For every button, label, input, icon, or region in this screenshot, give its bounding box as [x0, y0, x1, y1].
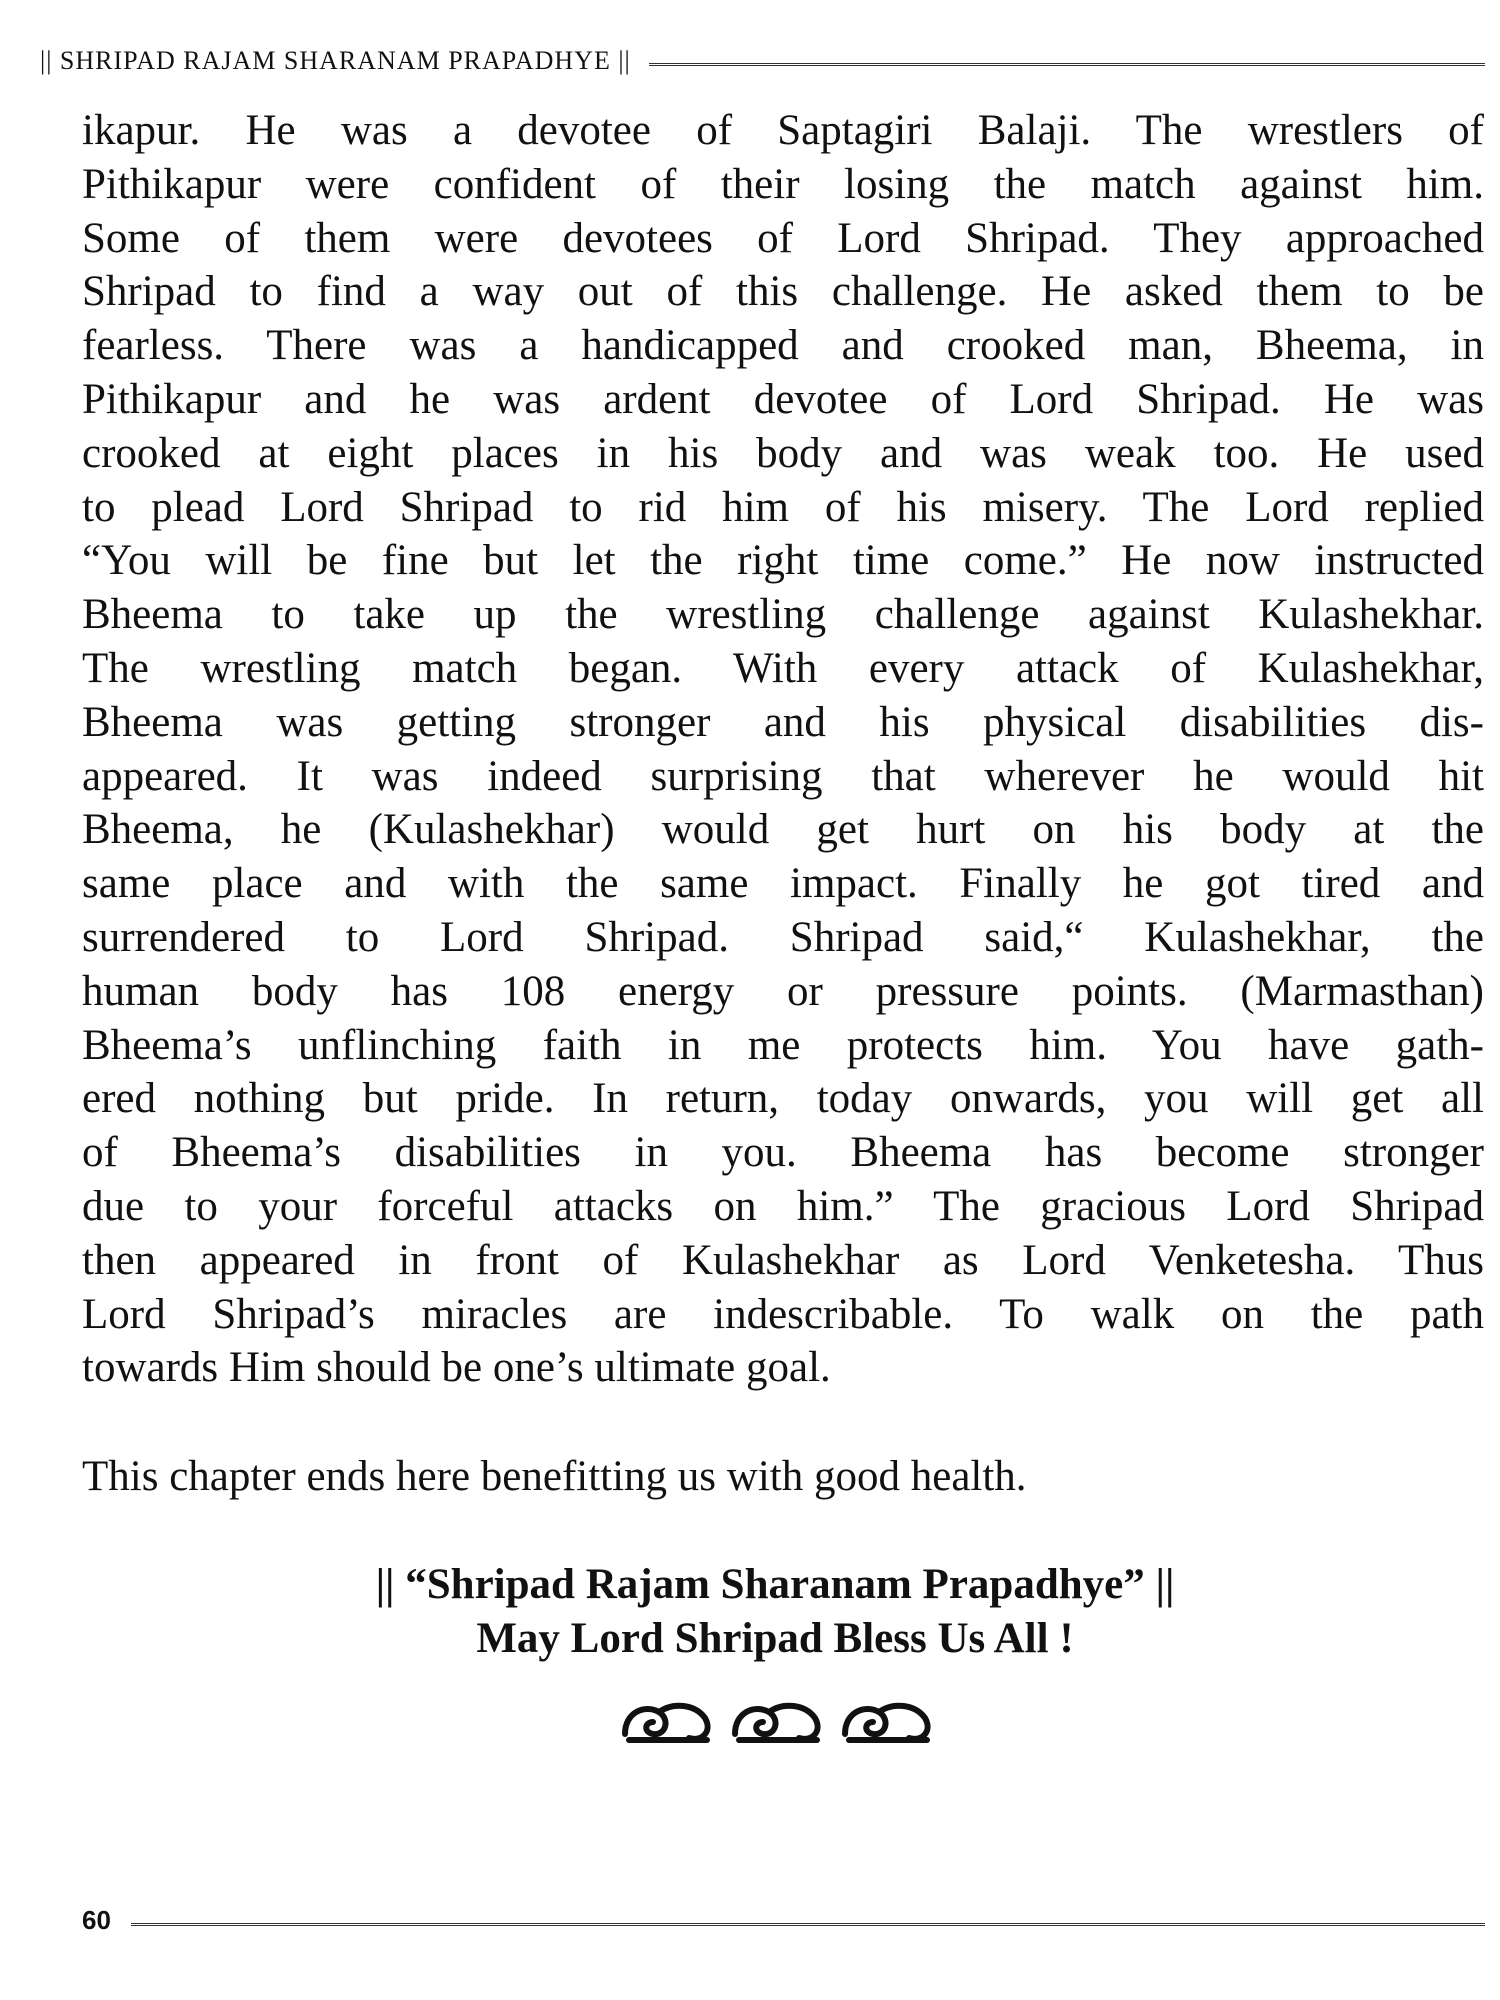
- body-line: Bheema to take up the wrestling challenge against Kulashekhar.: [82, 591, 1484, 639]
- running-title: || SHRIPAD RAJAM SHARANAM PRAPADHYE ||: [40, 46, 631, 75]
- body-line: fearless. There was a handicapped and crooked man, Bheema, in: [82, 322, 1484, 370]
- body-line: “You will be fine but let the right time come.” He now instructed: [82, 537, 1484, 585]
- body-line: Lord Shripad’s miracles are indescribable. To walk on the path: [82, 1290, 1484, 1338]
- ornamental-divider-icon: [615, 1690, 935, 1750]
- blessing-line: May Lord Shripad Bless Us All !: [476, 1615, 1074, 1662]
- body-line: of Bheema’s disabilities in you. Bheema has become stronger: [82, 1129, 1484, 1177]
- body-line: Pithikapur and he was ardent devotee of Lord Shripad. He was: [82, 375, 1484, 423]
- running-header: [40, 44, 1485, 78]
- body-paragraph: [82, 104, 1484, 1395]
- body-line: Bheema, he (Kulashekhar) would get hurt on his body at the: [82, 806, 1484, 854]
- body-line: Bheema was getting stronger and his physical disabilities dis-: [82, 698, 1484, 746]
- body-line: same place and with the same impact. Finally he got tired and: [82, 860, 1484, 908]
- body-line: appeared. It was indeed surprising that wherever he would hit: [82, 752, 1484, 800]
- body-line: towards Him should be one’s ultimate goal.: [82, 1344, 831, 1392]
- body-line: to plead Lord Shripad to rid him of his misery. The Lord replied: [82, 483, 1484, 531]
- mantra-block: [0, 1558, 1500, 1666]
- body-line: Some of them were devotees of Lord Shripad. They approached: [82, 214, 1484, 262]
- page-number: 60: [82, 1904, 111, 1935]
- body-line: human body has 108 energy or pressure points. (Marmasthan): [82, 967, 1484, 1015]
- body-line: The wrestling match began. With every attack of Kulashekhar,: [82, 644, 1484, 692]
- footer-rule: [131, 1923, 1485, 1926]
- header-rule: [649, 63, 1485, 66]
- body-line: surrendered to Lord Shripad. Shripad said,“ Kulashekhar, the: [82, 913, 1484, 961]
- page-footer: [82, 1900, 1485, 1940]
- body-line: Pithikapur were confident of their losing the match against him.: [82, 160, 1484, 208]
- closing-sentence: This chapter ends here benefitting us with good health.: [82, 1453, 1027, 1500]
- body-line: crooked at eight places in his body and was weak too. He used: [82, 429, 1484, 477]
- body-line: ikapur. He was a devotee of Saptagiri Balaji. The wrestlers of: [82, 107, 1484, 154]
- body-line: then appeared in front of Kulashekhar as Lord Venketesha. Thus: [82, 1236, 1484, 1284]
- mantra-line: || “Shripad Rajam Sharanam Prapadhye” ||: [375, 1561, 1175, 1608]
- body-line: Bheema’s unflinching faith in me protects him. You have gath-: [82, 1021, 1484, 1069]
- body-line: ered nothing but pride. In return, today onwards, you will get all: [82, 1075, 1484, 1123]
- body-line: due to your forceful attacks on him.” The gracious Lord Shripad: [82, 1182, 1484, 1230]
- body-line: Shripad to find a way out of this challenge. He asked them to be: [82, 268, 1484, 316]
